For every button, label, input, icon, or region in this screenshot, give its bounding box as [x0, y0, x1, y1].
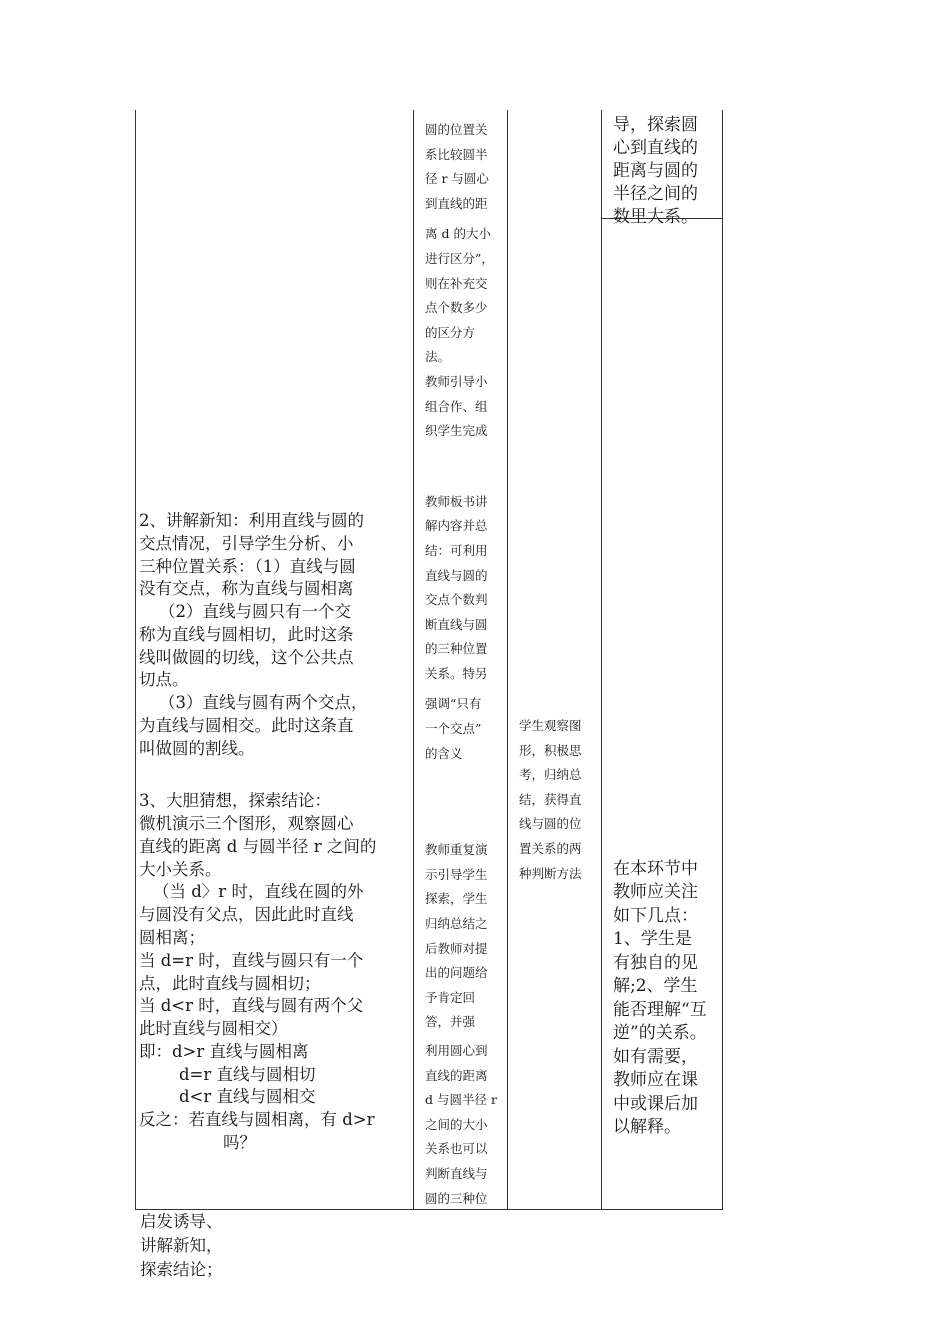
teacher-line: 出的问题给: [425, 965, 488, 981]
intent-line: 教师应在课: [613, 1070, 698, 1091]
intent-line: 教师应关注: [613, 882, 698, 903]
teacher-line: 关系。特另: [425, 665, 488, 681]
student-line: 学生观察图: [519, 718, 582, 733]
teacher-line: 解内容并总: [425, 518, 488, 534]
student-line: 置关系的两: [519, 840, 582, 856]
column-divider-3: [601, 110, 602, 1210]
content-line: （3）直线与圆有两个交点，: [159, 693, 368, 713]
content-line: 直线的距离 d 与圆半径 r 之间的: [139, 836, 377, 856]
content-line: 吗？: [223, 1132, 256, 1152]
intent-line: 以解释。: [613, 1116, 681, 1137]
content-line: 为直线与圆相交。此时这条直: [139, 715, 354, 735]
content-line: 点，此时直线与圆相切；: [139, 973, 321, 993]
teacher-line: 关系也可以: [425, 1141, 488, 1157]
teacher-activity-column: [425, 118, 501, 1211]
student-line: 线与圆的位: [519, 816, 582, 832]
teacher-line: 后教师对提: [425, 940, 488, 956]
teacher-line: 离 d 的大小: [425, 226, 491, 242]
content-line: 没有交点，称为直线与圆相离: [139, 579, 354, 599]
summary-line: 讲解新知，: [140, 1235, 223, 1255]
table-border-left: [135, 110, 136, 1210]
intent-line: 1、学生是: [613, 929, 692, 950]
teacher-line: 一个交点”: [425, 721, 482, 737]
summary-line: 探索结论；: [140, 1259, 223, 1279]
teacher-line: 探索，学生: [425, 891, 488, 907]
teacher-line: 则在补充交: [425, 275, 488, 291]
content-line: 此时直线与圆相交）: [139, 1019, 288, 1039]
content-line: 微机演示三个图形，观察圆心: [139, 814, 354, 834]
intent-line: 如有需要，: [613, 1046, 698, 1067]
content-line: 反之：若直线与圆相离，有 d>r: [139, 1110, 375, 1130]
teacher-line: 法。: [425, 349, 451, 365]
teacher-line: 教师引导小: [425, 373, 488, 389]
intent-line: 导，探索圆: [613, 115, 698, 135]
teacher-line: 教师重复演: [425, 842, 488, 858]
content-line: d<r 直线与圆相交: [179, 1087, 316, 1107]
intent-line: 心到直线的: [613, 138, 698, 159]
teacher-line: 圆的位置关: [425, 122, 488, 137]
teacher-line: 的含义: [425, 745, 463, 761]
teacher-line: 教师板书讲: [425, 493, 488, 509]
content-line: 3、大胆猜想，探索结论：: [139, 791, 331, 811]
teacher-line: 交点个数判: [425, 592, 488, 608]
teacher-line: 圆的三种位: [425, 1190, 488, 1206]
teacher-line: 予肯定回: [425, 989, 476, 1005]
content-line: d=r 直线与圆相切: [179, 1064, 316, 1084]
content-line: 圆相离；: [139, 928, 205, 948]
content-line: 与圆没有父点，因此此时直线: [139, 905, 354, 925]
teacher-line: 径 r 与圆心: [425, 171, 489, 187]
teacher-line: 的区分方: [425, 324, 476, 340]
teacher-line: 进行区分”，: [425, 250, 494, 266]
content-line: 即：d>r 直线与圆相离: [139, 1041, 309, 1061]
teacher-line: 答，并强: [425, 1014, 476, 1030]
content-line: 叫做圆的割线。: [139, 738, 255, 758]
teacher-line: 断直线与圆: [425, 616, 488, 632]
teacher-line: 织学生完成: [425, 423, 488, 439]
intent-line: 距离与圆的: [613, 161, 698, 182]
content-line: 大小关系。: [139, 859, 222, 879]
intent-line: 数里大系。: [613, 207, 698, 228]
teacher-line: 直线与圆的: [425, 567, 488, 583]
teacher-line: 到直线的距: [425, 195, 488, 211]
teacher-line: 利用圆心到: [425, 1043, 488, 1058]
intent-line: 中或课后加: [613, 1093, 698, 1114]
content-line: 三种位置关系：（1）直线与圆: [139, 556, 356, 576]
intent-line: 如下几点：: [613, 905, 698, 926]
teacher-line: 直线的距离: [425, 1067, 488, 1083]
student-activity-column: [519, 714, 595, 886]
section-summary: [140, 1210, 223, 1282]
intent-line: 能否理解“互: [613, 999, 707, 1020]
table-border-right: [722, 110, 723, 1210]
content-line: （2）直线与圆只有一个交: [159, 602, 351, 622]
content-line: 当 d<r 时，直线与圆有两个父: [139, 996, 364, 1016]
summary-line: 启发诱导、: [140, 1212, 223, 1231]
content-line: 切点。: [139, 670, 189, 690]
content-line: 2、讲解新知：利用直线与圆的: [139, 511, 364, 530]
teacher-line: d 与圆半径 r: [425, 1092, 497, 1108]
student-line: 考，归纳总: [519, 767, 582, 783]
design-intent-bottom: [613, 858, 721, 1139]
teacher-line: 之间的大小: [425, 1116, 488, 1132]
teacher-line: 点个数多少: [425, 300, 488, 316]
student-line: 种判断方法: [519, 865, 582, 881]
design-intent-top: [613, 114, 721, 230]
content-line: 当 d=r 时，直线与圆只有一个: [139, 950, 364, 970]
lesson-table: [135, 110, 723, 1210]
intent-line: 解;2、学生: [613, 976, 698, 997]
student-line: 结，获得直: [519, 791, 582, 807]
teacher-line: 组合作、组: [425, 398, 488, 414]
column-divider-2: [507, 110, 508, 1210]
content-line: 线叫做圆的切线，这个公共点: [139, 647, 354, 667]
teacher-line: 示引导学生: [425, 866, 488, 882]
content-line: 称为直线与圆相切，此时这条: [139, 624, 354, 644]
intent-line: 有独自的见: [613, 952, 698, 973]
student-line: 形，积极思: [519, 742, 582, 758]
teacher-line: 强调“只有: [425, 696, 482, 712]
content-line: （当 d〉r 时，直线在圆的外: [153, 882, 364, 902]
teacher-line: 的三种位置: [425, 641, 488, 657]
content-column: [139, 510, 409, 1155]
column-divider-1: [413, 110, 414, 1210]
teacher-line: 结：可利用: [425, 542, 488, 558]
teacher-line: 归纳总结之: [425, 916, 488, 932]
intent-line: 逆”的关系。: [613, 1023, 707, 1044]
intent-line: 半径之间的: [613, 184, 698, 205]
content-line: 交点情况，引导学生分析、小: [139, 533, 354, 553]
intent-line: 在本环节中: [613, 859, 698, 879]
teacher-line: 判断直线与: [425, 1165, 488, 1181]
teacher-line: 系比较圆半: [425, 146, 488, 162]
